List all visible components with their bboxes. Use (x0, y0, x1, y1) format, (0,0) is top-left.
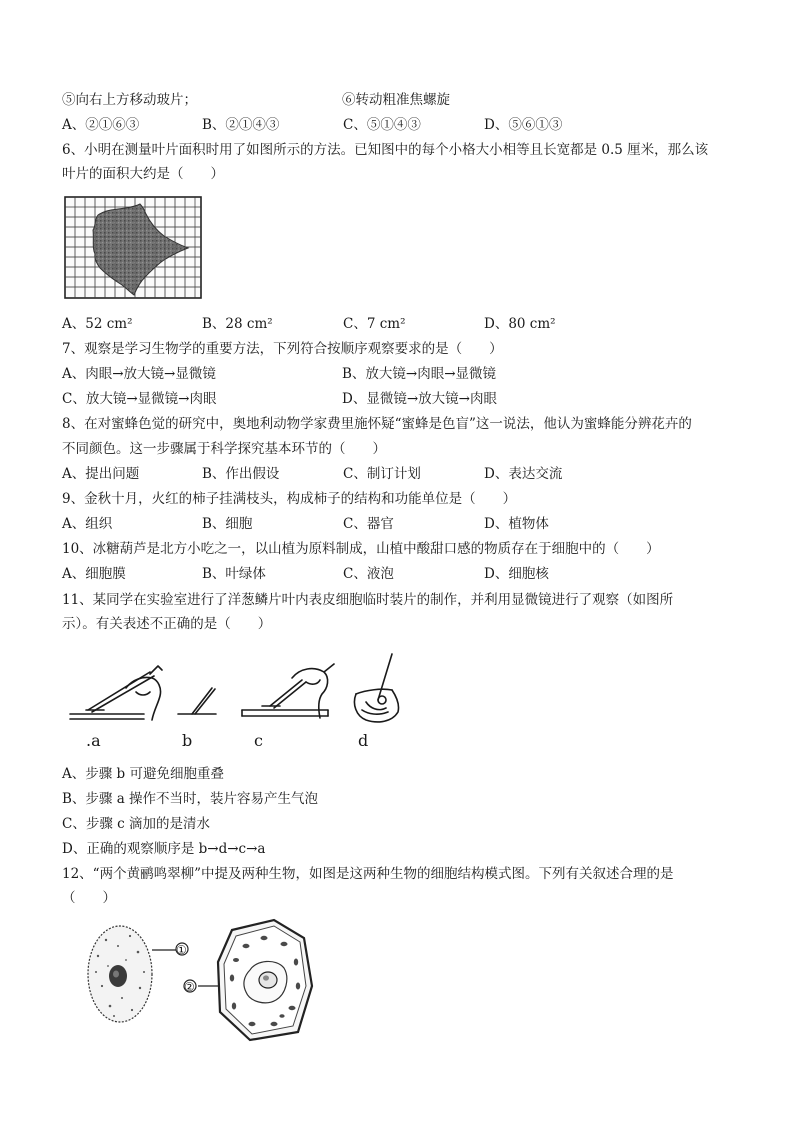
step-b-drawing (178, 688, 216, 714)
q10-option-b: B、叶绿体 (202, 566, 266, 582)
q5-option-a: A、②①⑥③ (62, 117, 140, 133)
step-c-drawing (242, 664, 334, 718)
q7-stem: 7、观察是学习生物学的重要方法，下列符合按顺序观察要求的是（ ） (62, 341, 503, 357)
q8-stem-line1: 8、在对蜜蜂色觉的研究中，奥地利动物学家费里施怀疑“蜜蜂是色盲”这一说法，他认为蜜蜂能分辨花卉的 (62, 416, 692, 432)
q10-options (62, 564, 742, 584)
q11-option-b: B、步骤 a 操作不当时，装片容易产生气泡 (62, 791, 319, 807)
q9-option-a: A、组织 (62, 516, 113, 532)
q8-option-c: C、制订计划 (343, 466, 421, 482)
q5-step5: ⑤向右上方移动玻片； (62, 92, 197, 108)
q5-option-c: C、⑤①④③ (343, 117, 421, 133)
fig-label-d: d (358, 731, 369, 750)
q6-stem-line1: 6、小明在测量叶片面积时用了如图所示的方法。已知图中的每个小格大小相等且长宽都是 0.5 厘米，那么该 (62, 142, 709, 158)
slide-preparation-figure (66, 650, 416, 754)
cell-structure-figure (86, 916, 326, 1046)
step-a-drawing (70, 666, 162, 720)
q6-option-a: A、52 cm² (62, 316, 133, 332)
fig-label-b: b (182, 731, 193, 750)
q8-option-b: B、作出假设 (202, 466, 280, 482)
q11-option-c: C、步骤 c 滴加的是清水 (62, 816, 210, 832)
q5-step6: ⑥转动粗准焦螺旋 (342, 92, 450, 108)
q9-option-c: C、器官 (343, 516, 394, 532)
fig-label-c: c (254, 731, 263, 750)
q10-option-c: C、液泡 (343, 566, 394, 582)
plant-cell (218, 920, 312, 1040)
q12-stem-line2: （ ） (62, 890, 116, 906)
q10-option-d: D、细胞核 (484, 566, 549, 582)
q6-option-c: C、7 cm² (343, 316, 406, 332)
q12-stem-line1: 12、“两个黄鹂鸣翠柳”中提及两种生物，如图是这两种生物的细胞结构模式图。下列有关叙述合理的是 (62, 866, 674, 882)
cell-label-2: ② (184, 980, 195, 994)
q11-stem-line1: 11、某同学在实验室进行了洋葱鳞片叶内表皮细胞临时装片的制作，并利用显微镜进行了观察（如图所 (62, 592, 674, 608)
q11-option-d: D、正确的观察顺序是 b→d→c→a (62, 841, 266, 857)
q8-stem-line2: 不同颜色。这一步骤属于科学探究基本环节的（ ） (62, 441, 386, 457)
q9-option-b: B、细胞 (202, 516, 253, 532)
fig-label-a: .a (86, 731, 101, 750)
q7-option-a: A、肉眼→放大镜→显微镜 (62, 366, 216, 382)
q8-option-a: A、提出问题 (62, 466, 140, 482)
q7-options-row1 (62, 364, 742, 384)
q9-option-d: D、植物体 (484, 516, 549, 532)
q8-options (62, 464, 742, 484)
q11-option-a: A、步骤 b 可避免细胞重叠 (62, 766, 224, 782)
q7-option-d: D、显微镜→放大镜→肉眼 (342, 391, 497, 407)
q10-option-a: A、细胞膜 (62, 566, 126, 582)
q5-option-d: D、⑤⑥①③ (484, 117, 563, 133)
q11-stem-line2: 示）。有关表述不正确的是（ ） (62, 616, 272, 632)
cell-label-1: ① (176, 943, 187, 957)
q6-option-d: D、80 cm² (484, 316, 556, 332)
animal-cell (88, 926, 152, 1022)
q10-stem: 10、冰糖葫芦是北方小吃之一，以山植为原料制成，山植中酸甜口感的物质存在于细胞中的（ ） (62, 541, 660, 557)
q9-options (62, 514, 742, 534)
q7-options-row2 (62, 389, 742, 409)
q7-option-b: B、放大镜→肉眼→显微镜 (342, 366, 497, 382)
leaf-grid-figure (64, 196, 202, 299)
q5-option-b: B、②①④③ (202, 117, 280, 133)
q6-stem-line2: 叶片的面积大约是（ ） (62, 166, 224, 182)
q9-stem: 9、金秋十月，火红的柿子挂满枝头，构成柿子的结构和功能单位是（ ） (62, 491, 517, 507)
q5-options (62, 115, 742, 135)
step-d-drawing (354, 654, 398, 722)
q8-option-d: D、表达交流 (484, 466, 563, 482)
q6-options (62, 314, 742, 334)
q6-option-b: B、28 cm² (202, 316, 273, 332)
q5-steps (62, 90, 742, 110)
q7-option-c: C、放大镜→显微镜→肉眼 (62, 391, 217, 407)
